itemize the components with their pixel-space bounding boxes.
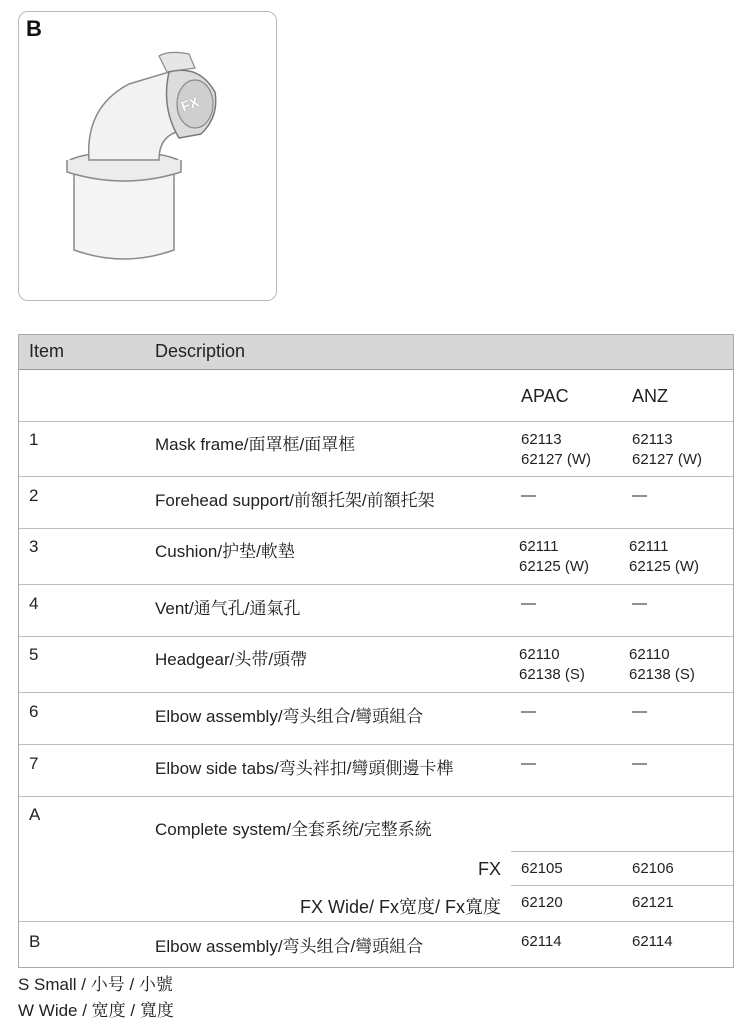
header-item: Item (29, 341, 65, 361)
table-row (19, 585, 733, 637)
anz-code: 62125 (W) (629, 558, 700, 575)
variant-anz: 62121 (632, 894, 674, 911)
row-item: 7 (29, 754, 39, 773)
apac-code: 62111 (519, 538, 559, 555)
row-apac: — (521, 755, 536, 772)
region-anz: ANZ (632, 386, 668, 406)
anz-code: 62138 (S) (629, 666, 695, 683)
row-description: Cushion/护垫/軟墊 (155, 542, 295, 561)
row-description: Vent/通气孔/通氣孔 (155, 599, 301, 618)
row-description: Elbow assembly/弯头组合/彎頭組合 (155, 707, 424, 726)
row-apac: 62114 (521, 933, 562, 950)
row-anz: — (632, 755, 647, 772)
row-description: Mask frame/面罩框/面罩框 (155, 435, 356, 454)
row-item: 5 (29, 645, 39, 664)
region-header-row (19, 370, 733, 422)
row-apac (521, 430, 591, 470)
row-description: Forehead support/前額托架/前額托架 (155, 491, 435, 510)
row-item: 6 (29, 702, 39, 721)
table-row (19, 477, 733, 529)
row-item: B (29, 932, 41, 951)
region-apac: APAC (521, 386, 569, 406)
row-apac: — (521, 595, 536, 612)
row-item: 4 (29, 594, 39, 613)
header-description: Description (155, 341, 246, 361)
row-anz (629, 645, 695, 685)
row-apac: — (521, 487, 536, 504)
row-anz: 62114 (632, 933, 673, 950)
table-row (19, 529, 733, 585)
table-row (19, 422, 733, 477)
parts-table (18, 334, 734, 968)
variant-apac: 62120 (521, 894, 563, 911)
row-description: Elbow assembly/弯头组合/彎頭組合 (155, 937, 424, 956)
apac-code: 62110 (519, 646, 560, 663)
row-anz (629, 537, 699, 577)
variant-label: FX Wide/ Fx宽度/ Fx寬度 (299, 897, 501, 917)
row-item: 1 (29, 430, 39, 449)
variant-divider (511, 885, 733, 886)
row-item: A (29, 805, 41, 824)
row-anz: — (632, 595, 647, 612)
legend-small: S Small / 小号 / 小號 (18, 975, 173, 994)
anz-code: 62127 (W) (632, 451, 703, 468)
apac-code: 62113 (521, 431, 562, 448)
apac-code: 62127 (W) (521, 451, 592, 468)
table-row (19, 745, 733, 797)
apac-code: 62138 (S) (519, 666, 585, 683)
row-apac (519, 537, 589, 577)
variant-label: FX (477, 859, 501, 879)
elbow-figure-panel (18, 11, 277, 301)
figure-label: B (26, 16, 42, 41)
row-item: 2 (29, 486, 39, 505)
row-item: 3 (29, 537, 39, 556)
legend-wide: W Wide / 宽度 / 寬度 (18, 1001, 174, 1020)
table-row (19, 922, 733, 967)
table-row (19, 637, 733, 693)
complete-system-row (19, 797, 733, 922)
table-row (19, 693, 733, 745)
row-description: Headgear/头带/頭帶 (155, 650, 308, 669)
apac-code: 62125 (W) (519, 558, 590, 575)
elbow-assembly-illustration (19, 12, 276, 300)
table-header (19, 335, 733, 370)
anz-code: 62113 (632, 431, 673, 448)
row-anz: — (632, 487, 647, 504)
row-anz (632, 430, 702, 470)
variant-anz: 62106 (632, 860, 674, 877)
row-apac: — (521, 703, 536, 720)
anz-code: 62110 (629, 646, 670, 663)
fx-logo: FX (178, 93, 202, 115)
row-description: Elbow side tabs/弯头袢扣/彎頭側邊卡榫 (155, 759, 454, 778)
variant-apac: 62105 (521, 860, 563, 877)
anz-code: 62111 (629, 538, 669, 555)
row-anz: — (632, 703, 647, 720)
row-description: Complete system/全套系统/完整系統 (155, 820, 432, 839)
row-apac (519, 645, 585, 685)
